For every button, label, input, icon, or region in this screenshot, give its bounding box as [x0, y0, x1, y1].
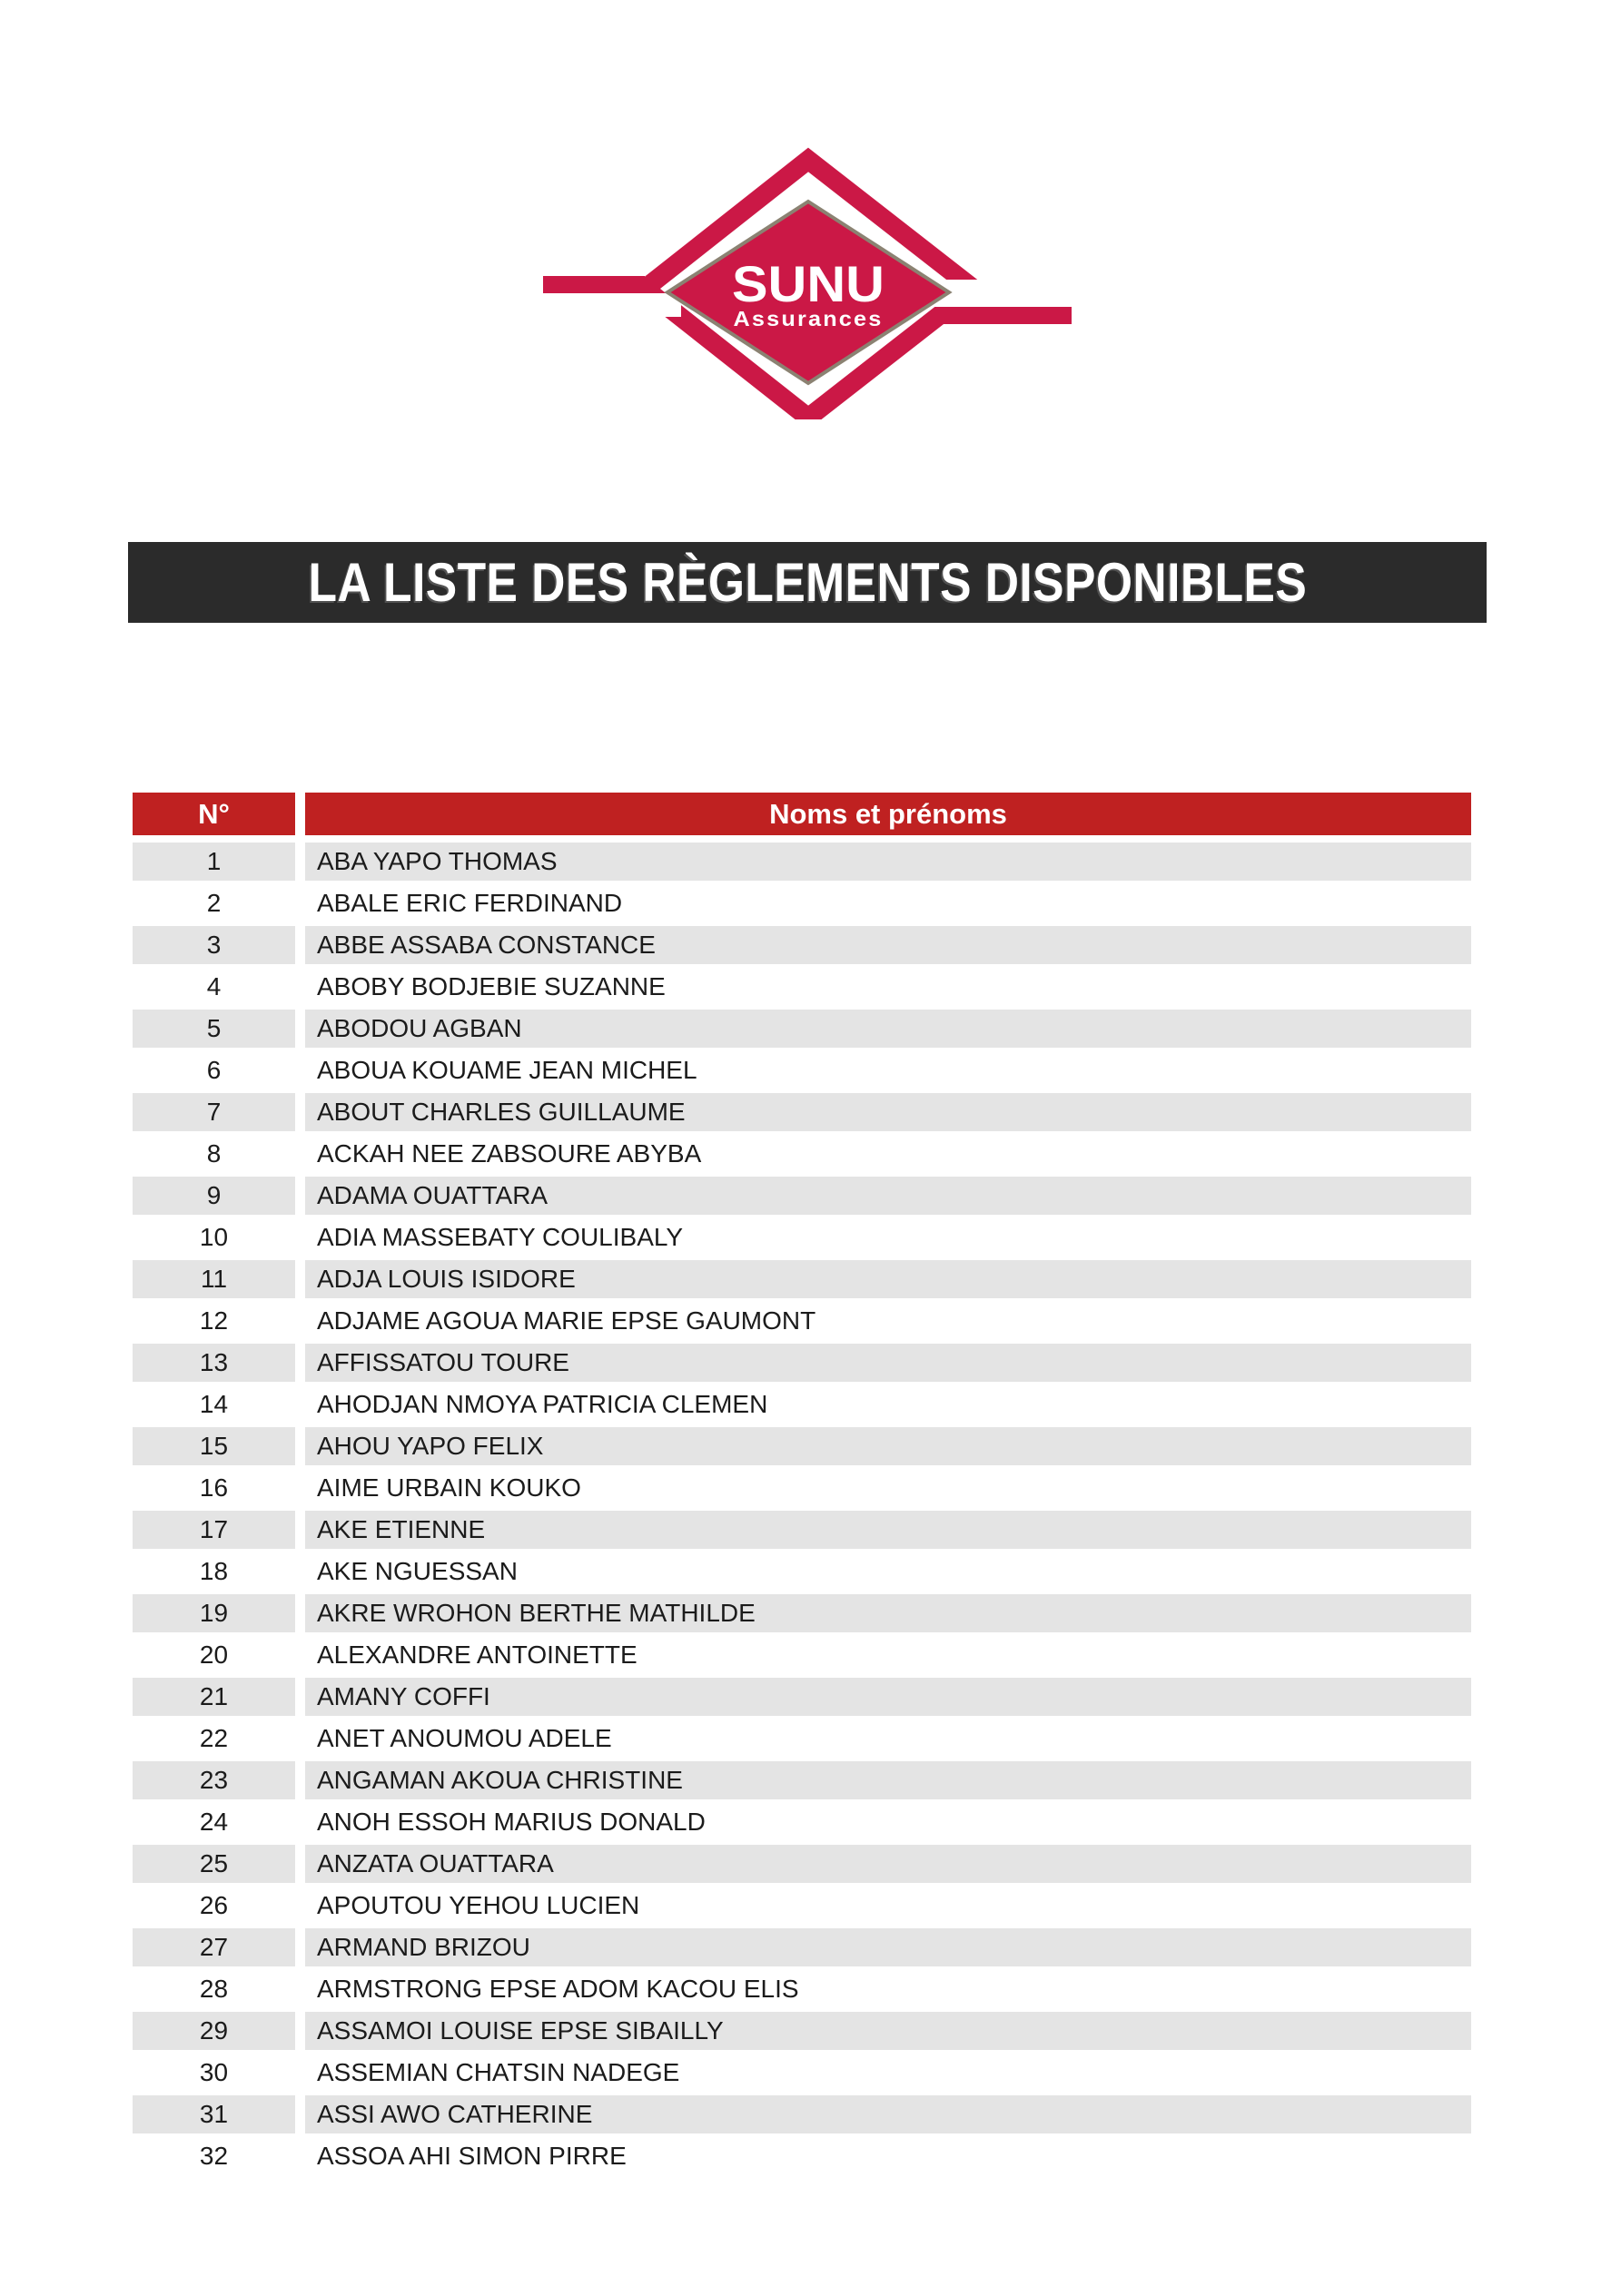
- row-number-cell: 26: [133, 1887, 295, 1925]
- row-number-cell: 22: [133, 1720, 295, 1758]
- row-name-cell: ARMAND BRIZOU: [305, 1928, 1471, 1966]
- table-row: [133, 1678, 1471, 1716]
- row-name-cell: ASSI AWO CATHERINE: [305, 2095, 1471, 2133]
- row-number-cell: 30: [133, 2054, 295, 2092]
- row-name-cell: ANET ANOUMOU ADELE: [305, 1720, 1471, 1758]
- table-row: [133, 1427, 1471, 1465]
- row-number-cell: 27: [133, 1928, 295, 1966]
- table-row: [133, 1344, 1471, 1382]
- row-number-cell: 6: [133, 1051, 295, 1089]
- table-row: [133, 968, 1471, 1006]
- row-name-cell: ABOBY BODJEBIE SUZANNE: [305, 968, 1471, 1006]
- table-row: [133, 1177, 1471, 1215]
- row-number-cell: 2: [133, 884, 295, 922]
- row-name-cell: ABALE ERIC FERDINAND: [305, 884, 1471, 922]
- row-number-cell: 15: [133, 1427, 295, 1465]
- row-number-cell: 29: [133, 2012, 295, 2050]
- table-row: [133, 1594, 1471, 1632]
- table-row: [133, 1469, 1471, 1507]
- row-number-cell: 32: [133, 2137, 295, 2175]
- table-row: [133, 1636, 1471, 1674]
- table-row: [133, 1218, 1471, 1256]
- table-row: [133, 1928, 1471, 1966]
- table-row: [133, 1051, 1471, 1089]
- table-row: [133, 2054, 1471, 2092]
- title-banner: [128, 542, 1487, 623]
- row-number-cell: 25: [133, 1845, 295, 1883]
- row-name-cell: ACKAH NEE ZABSOURE ABYBA: [305, 1135, 1471, 1173]
- row-name-cell: ADJA LOUIS ISIDORE: [305, 1260, 1471, 1298]
- row-name-cell: APOUTOU YEHOU LUCIEN: [305, 1887, 1471, 1925]
- table-rows: [133, 843, 1471, 2175]
- table-row: [133, 1260, 1471, 1298]
- reglements-table: [133, 793, 1471, 2179]
- row-name-cell: AKE NGUESSAN: [305, 1552, 1471, 1591]
- row-number-cell: 13: [133, 1344, 295, 1382]
- row-number-cell: 14: [133, 1385, 295, 1424]
- row-name-cell: ADAMA OUATTARA: [305, 1177, 1471, 1215]
- row-name-cell: ABODOU AGBAN: [305, 1010, 1471, 1048]
- table-row: [133, 926, 1471, 964]
- table-row: [133, 1845, 1471, 1883]
- row-number-cell: 24: [133, 1803, 295, 1841]
- row-number-cell: 20: [133, 1636, 295, 1674]
- row-name-cell: AIME URBAIN KOUKO: [305, 1469, 1471, 1507]
- row-number-cell: 21: [133, 1678, 295, 1716]
- row-name-cell: ADJAME AGOUA MARIE EPSE GAUMONT: [305, 1302, 1471, 1340]
- table-row: [133, 1761, 1471, 1799]
- row-name-cell: ASSEMIAN CHATSIN NADEGE: [305, 2054, 1471, 2092]
- logo-left-notch: [540, 293, 681, 317]
- row-number-cell: 23: [133, 1761, 295, 1799]
- table-row: [133, 1010, 1471, 1048]
- table-row: [133, 1511, 1471, 1549]
- table-row: [133, 1970, 1471, 2008]
- row-name-cell: AHODJAN NMOYA PATRICIA CLEMEN: [305, 1385, 1471, 1424]
- table-header-row: [133, 793, 1471, 835]
- row-number-cell: 4: [133, 968, 295, 1006]
- row-name-cell: ANGAMAN AKOUA CHRISTINE: [305, 1761, 1471, 1799]
- logo-subtitle: Assurances: [733, 307, 884, 330]
- table-row: [133, 1887, 1471, 1925]
- table-row: [133, 1552, 1471, 1591]
- table-row: [133, 2012, 1471, 2050]
- row-name-cell: AKE ETIENNE: [305, 1511, 1471, 1549]
- table-row: [133, 2137, 1471, 2175]
- table-row: [133, 1720, 1471, 1758]
- row-name-cell: ARMSTRONG EPSE ADOM KACOU ELIS: [305, 1970, 1471, 2008]
- row-name-cell: ASSAMOI LOUISE EPSE SIBAILLY: [305, 2012, 1471, 2050]
- row-number-cell: 19: [133, 1594, 295, 1632]
- row-name-cell: ANZATA OUATTARA: [305, 1845, 1471, 1883]
- table-row: [133, 843, 1471, 881]
- row-number-cell: 9: [133, 1177, 295, 1215]
- row-name-cell: ABOUT CHARLES GUILLAUME: [305, 1093, 1471, 1131]
- row-number-cell: 18: [133, 1552, 295, 1591]
- table-row: [133, 1803, 1471, 1841]
- table-row: [133, 2095, 1471, 2133]
- row-name-cell: AFFISSATOU TOURE: [305, 1344, 1471, 1382]
- row-number-cell: 28: [133, 1970, 295, 2008]
- header-cell-names: Noms et prénoms: [305, 793, 1471, 835]
- table-row: [133, 884, 1471, 922]
- row-number-cell: 16: [133, 1469, 295, 1507]
- logo-left-bar: [543, 276, 645, 293]
- row-number-cell: 3: [133, 926, 295, 964]
- row-name-cell: AMANY COFFI: [305, 1678, 1471, 1716]
- row-name-cell: ASSOA AHI SIMON PIRRE: [305, 2137, 1471, 2175]
- row-name-cell: ADIA MASSEBATY COULIBALY: [305, 1218, 1471, 1256]
- row-number-cell: 17: [133, 1511, 295, 1549]
- row-name-cell: ABA YAPO THOMAS: [305, 843, 1471, 881]
- sunu-assurances-logo: [540, 145, 1076, 419]
- table-row: [133, 1135, 1471, 1173]
- table-row: [133, 1302, 1471, 1340]
- row-name-cell: AHOU YAPO FELIX: [305, 1427, 1471, 1465]
- header-cell-number: N°: [133, 793, 295, 835]
- logo-wordmark: SUNU: [732, 255, 885, 312]
- row-number-cell: 1: [133, 843, 295, 881]
- row-name-cell: ABOUA KOUAME JEAN MICHEL: [305, 1051, 1471, 1089]
- row-name-cell: ABBE ASSABA CONSTANCE: [305, 926, 1471, 964]
- row-name-cell: ANOH ESSOH MARIUS DONALD: [305, 1803, 1471, 1841]
- row-name-cell: ALEXANDRE ANTOINETTE: [305, 1636, 1471, 1674]
- diamond-logo-icon: [540, 145, 1076, 419]
- row-number-cell: 5: [133, 1010, 295, 1048]
- row-name-cell: AKRE WROHON BERTHE MATHILDE: [305, 1594, 1471, 1632]
- row-number-cell: 31: [133, 2095, 295, 2133]
- logo-right-bar: [937, 307, 1072, 324]
- table-row: [133, 1093, 1471, 1131]
- row-number-cell: 11: [133, 1260, 295, 1298]
- row-number-cell: 12: [133, 1302, 295, 1340]
- table-row: [133, 1385, 1471, 1424]
- row-number-cell: 8: [133, 1135, 295, 1173]
- page-title: LA LISTE DES RÈGLEMENTS DISPONIBLES: [308, 552, 1307, 613]
- row-number-cell: 7: [133, 1093, 295, 1131]
- row-number-cell: 10: [133, 1218, 295, 1256]
